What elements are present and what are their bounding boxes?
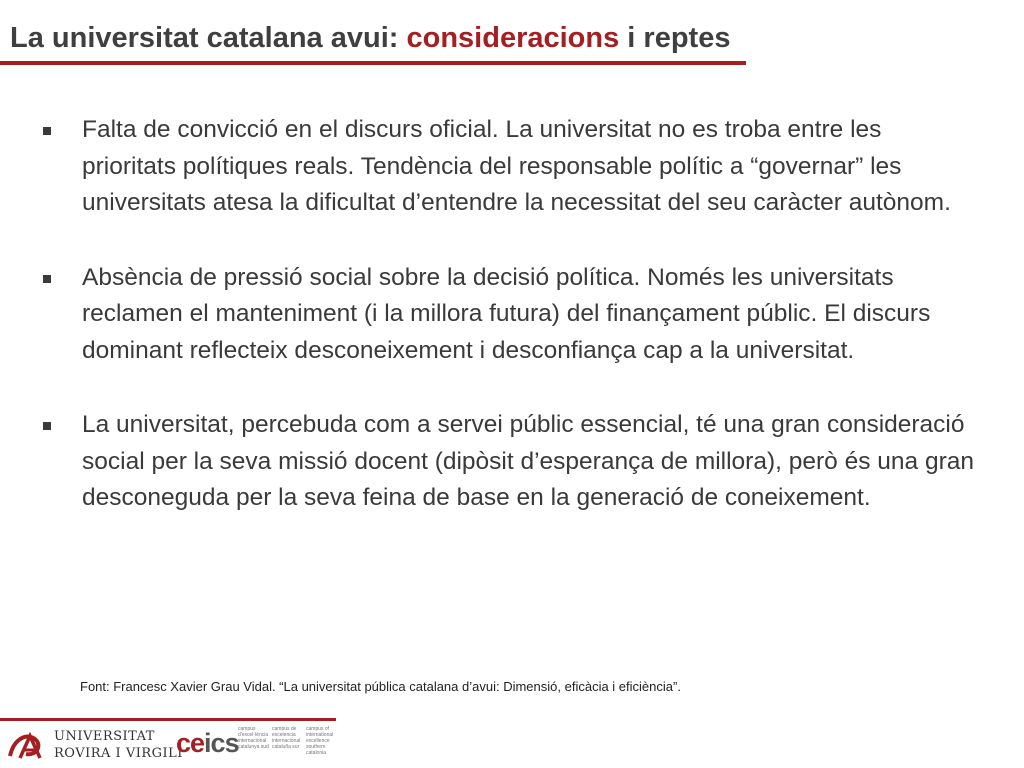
urv-emblem-icon [6,730,48,762]
bullet-item [40,260,980,370]
bullet-text: Falta de convicció en el discurs oficial. La universitat no es troba entre les prioritats polítiques reals. Tendència del responsable polític a “governar” les universitats atesa la dificultat d’entendre la necessitat del seu caràcter autònom. [82,116,951,216]
bullet-item [40,407,980,517]
bullet-item [40,112,980,222]
title-accent: consideracions [406,22,620,54]
footer-rule [0,718,336,721]
urv-wordmark [54,728,183,762]
ceics-text-english: campus of international excellence southern catalonia [306,726,334,756]
bullet-text: Absència de pressió social sobre la decisió política. Només les universitats reclamen el manteniment (i la millora futura) del finançament públic. El discurs dominant reflecteix desconeixement i desconfiança cap a la universitat. [82,263,931,364]
ceics-text-catalan: campus d'excel·lència internacional catalunya sud [238,726,269,750]
bullet-list [40,112,980,555]
urv-line2: ROVIRA I VIRGILI [54,746,183,761]
slide-title [10,22,730,55]
urv-line1: UNIVERSITAT [54,729,155,744]
ceics-rest: ics [204,728,239,758]
bullet-text: La universitat, percebuda com a servei públic essencial, té una gran consideració social per la seva missió docent (dipòsit d’esperança de millora), però és una gran desconeguda per la seva feina de base en la generació de coneixement. [82,411,974,511]
ceics-logo [176,726,336,766]
title-underline [0,61,746,65]
square-bullet-icon [43,127,51,135]
title-end: i reptes [619,22,731,54]
source-citation: Font: Francesc Xavier Grau Vidal. “La universitat pública catalana d’avui: Dimensió, eficàcia i eficiència”. [80,679,681,694]
title-start: La universitat catalana avui: [10,22,407,54]
ceics-text-spanish: campus de excelencia internacional cataluña sur [272,726,301,750]
ceics-wordmark [176,728,239,759]
square-bullet-icon [43,275,51,283]
urv-logo [6,726,183,766]
square-bullet-icon [43,422,51,430]
ceics-red: ce [176,728,205,758]
